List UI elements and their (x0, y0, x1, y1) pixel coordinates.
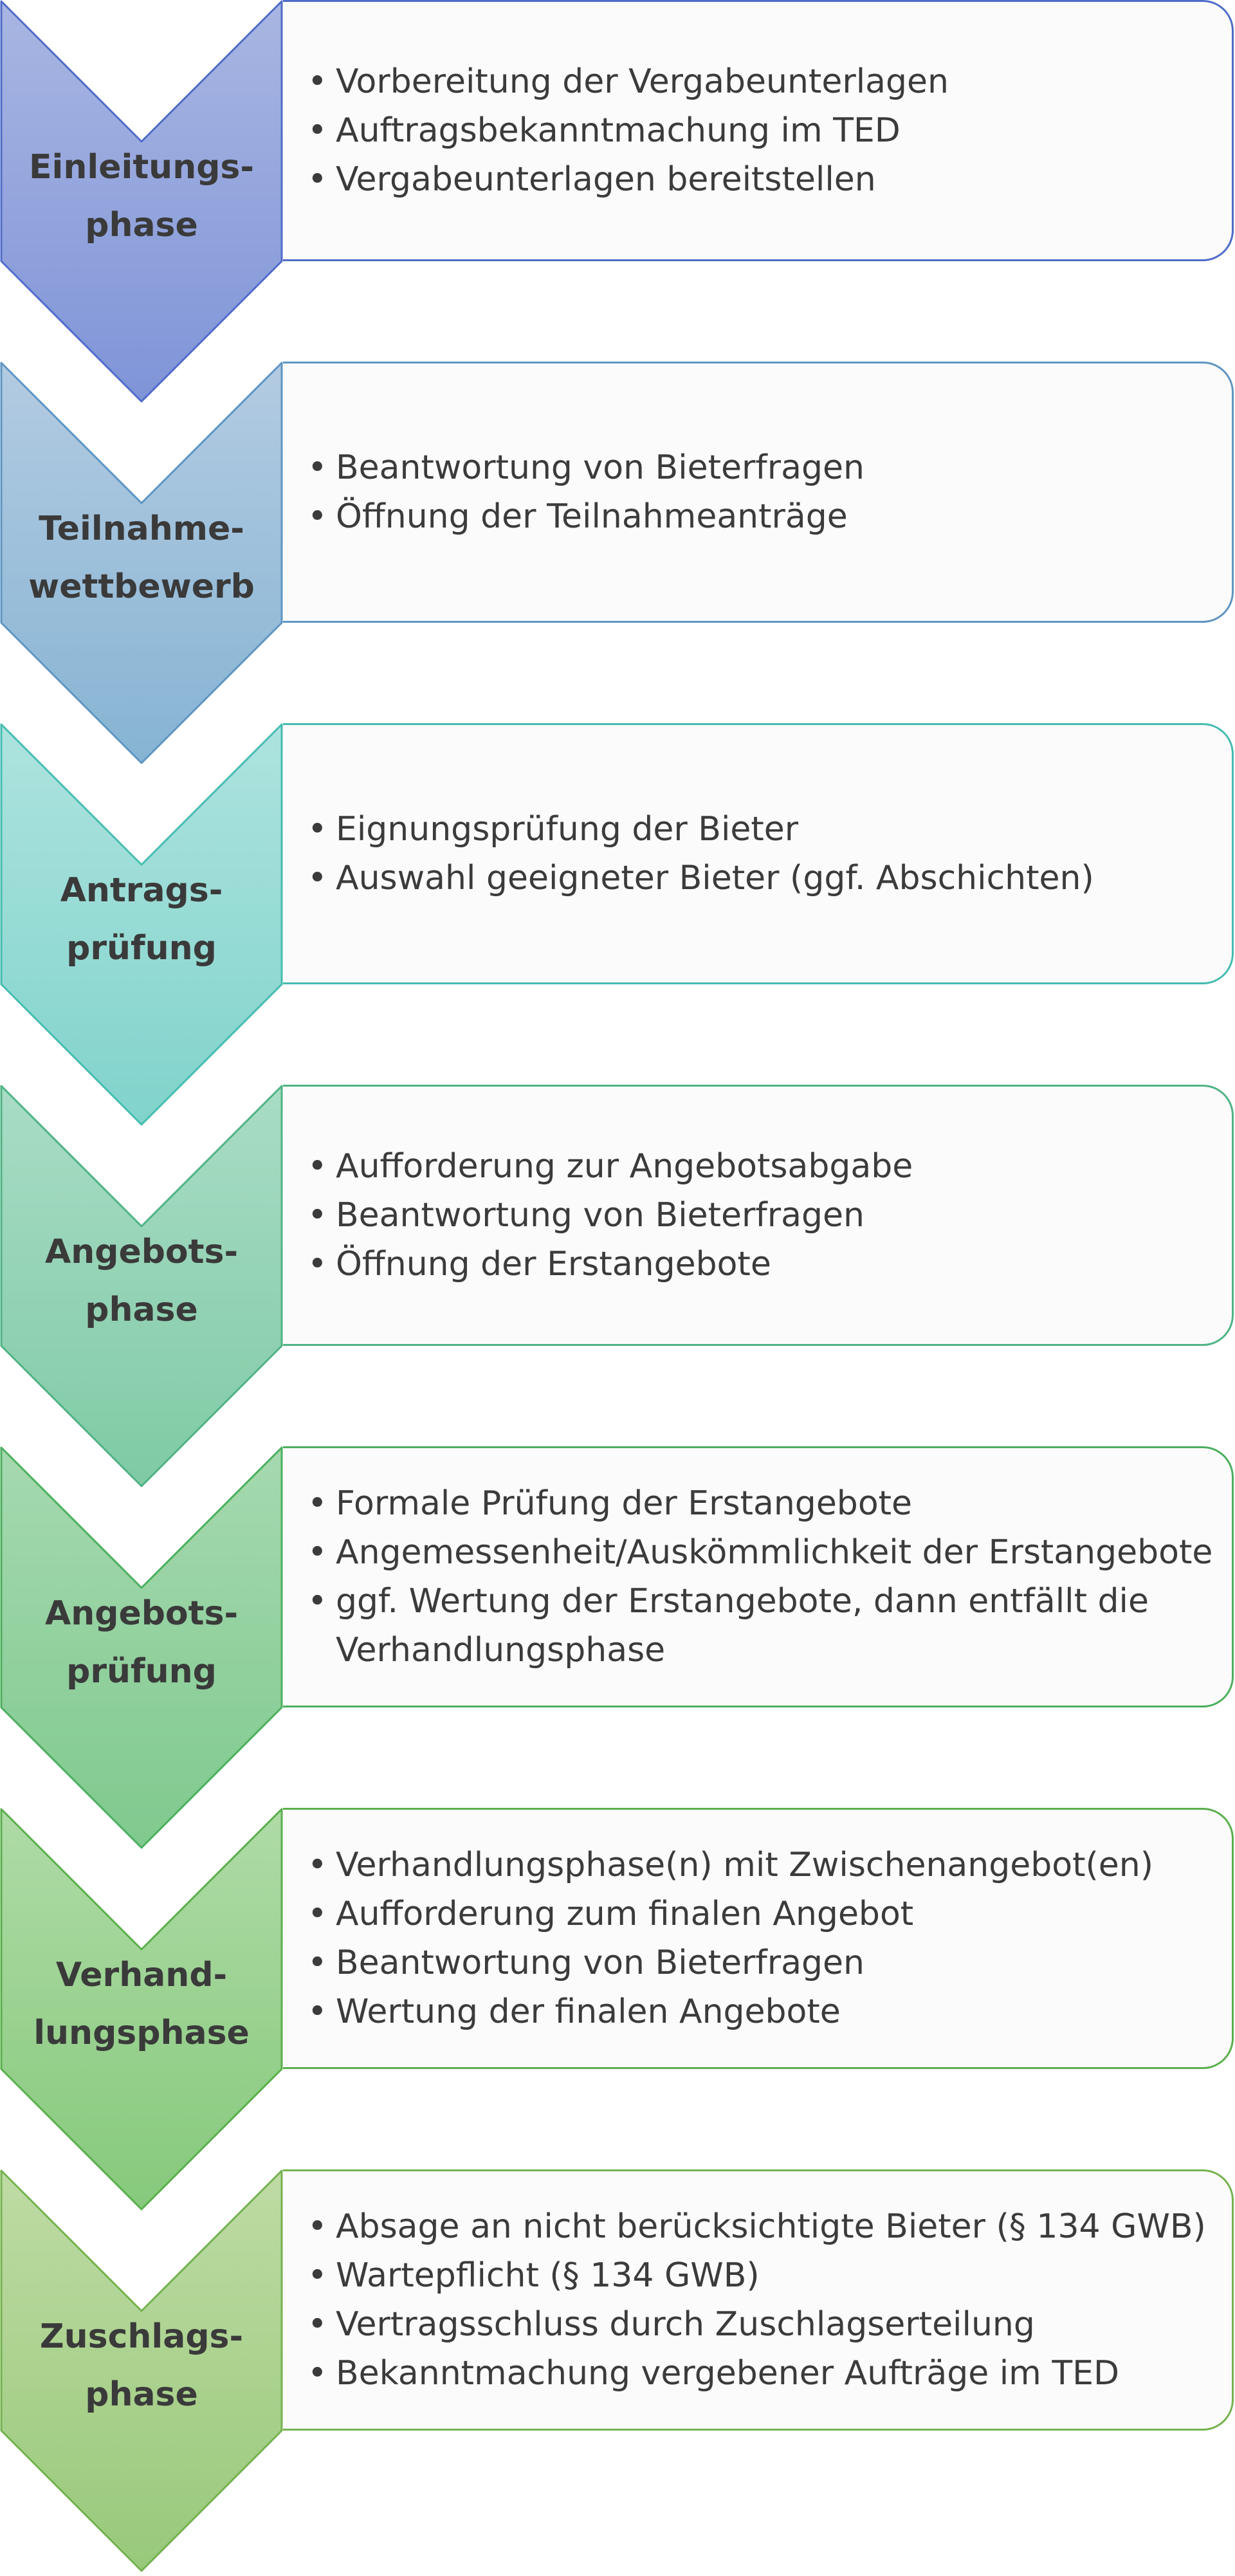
phase-task-item: • Formale Prüfung der Erstangebote (307, 1479, 1232, 1528)
phase-step (0, 0, 1235, 404)
phase-task-item: • Angemessenheit/Auskömmlichkeit der Erstangebote (307, 1528, 1232, 1577)
phase-step (0, 2169, 1235, 2573)
phase-step (0, 1808, 1235, 2212)
phase-step (0, 1085, 1235, 1489)
phase-task-item: • Eignungsprüfung der Bieter (307, 805, 1094, 854)
phase-description-box (283, 0, 1234, 261)
phase-label (0, 1223, 283, 1339)
phase-description-box (283, 723, 1234, 984)
phase-label-line: Antrags- (60, 871, 223, 910)
phase-label (0, 1946, 283, 2062)
phase-task-item: • Beantwortung von Bieterfragen (307, 443, 864, 492)
phase-task-item: • Beantwortung von Bieterfragen (307, 1191, 913, 1240)
phase-label (0, 2308, 283, 2424)
phase-label-line: Angebots- (44, 1233, 239, 1271)
phase-label-line: prüfung (66, 1652, 217, 1691)
phase-label-line: lungsphase (33, 2014, 250, 2052)
phase-label-line: Einleitungs- (29, 148, 254, 187)
phase-task-item: • Wertung der finalen Angebote (307, 1987, 1153, 2036)
phase-label-line: Teilnahme- (39, 510, 244, 548)
phase-task-item: • ggf. Wertung der Erstangebote, dann entfällt die Verhandlungsphase (307, 1577, 1232, 1675)
phase-label (0, 861, 283, 977)
phase-task-list (283, 57, 949, 204)
phase-label-line: wettbewerb (28, 567, 255, 606)
phase-task-list (283, 805, 1094, 903)
phase-task-item: • Wartepflicht (§ 134 GWB) (307, 2251, 1206, 2300)
phase-task-item: • Vergabeunterlagen bereitstellen (307, 155, 949, 204)
phase-task-item: • Vorbereitung der Vergabeunterlagen (307, 57, 949, 106)
phase-task-list (283, 1841, 1153, 2036)
phase-task-item: • Aufforderung zum finalen Angebot (307, 1890, 1153, 1938)
phase-task-item: • Bekanntmachung vergebener Aufträge im TED (307, 2349, 1206, 2398)
phase-task-item: • Verhandlungsphase(n) mit Zwischenangebot(en) (307, 1841, 1153, 1890)
phase-task-list (283, 2202, 1206, 2398)
phase-description-box (283, 1085, 1234, 1346)
phase-label-line: phase (85, 1291, 198, 1329)
phase-task-item: • Vertragsschluss durch Zuschlagserteilung (307, 2300, 1206, 2349)
phase-label (0, 138, 283, 254)
phase-label-line: Angebots- (44, 1594, 239, 1633)
phase-task-item: • Öffnung der Teilnahmeanträge (307, 492, 864, 541)
phase-task-list (283, 443, 864, 541)
phase-step (0, 723, 1235, 1127)
phase-label (0, 500, 283, 616)
phase-label-line: Zuschlags- (39, 2317, 244, 2356)
phase-label-line: Verhand- (55, 1956, 228, 1994)
phase-task-item: • Absage an nicht berücksichtigte Bieter (§ 134 GWB) (307, 2202, 1206, 2251)
phase-step (0, 362, 1235, 766)
phase-label-line: phase (85, 206, 198, 244)
phase-task-item: • Öffnung der Erstangebote (307, 1240, 913, 1289)
phase-task-list (283, 1142, 913, 1289)
phase-task-list (283, 1479, 1232, 1675)
phase-description-box (283, 1808, 1234, 2069)
phase-label (0, 1585, 283, 1700)
phase-task-item: • Auftragsbekanntmachung im TED (307, 106, 949, 155)
phase-task-item: • Beantwortung von Bieterfragen (307, 1938, 1153, 1987)
phase-label-line: phase (85, 2375, 198, 2414)
phase-description-box (283, 1446, 1234, 1707)
phase-task-item: • Auswahl geeigneter Bieter (ggf. Abschichten) (307, 854, 1094, 903)
phase-description-box (283, 362, 1234, 623)
phase-description-box (283, 2169, 1234, 2431)
phase-task-item: • Aufforderung zur Angebotsabgabe (307, 1142, 913, 1191)
phase-label-line: prüfung (66, 929, 217, 968)
phase-step (0, 1446, 1235, 1850)
